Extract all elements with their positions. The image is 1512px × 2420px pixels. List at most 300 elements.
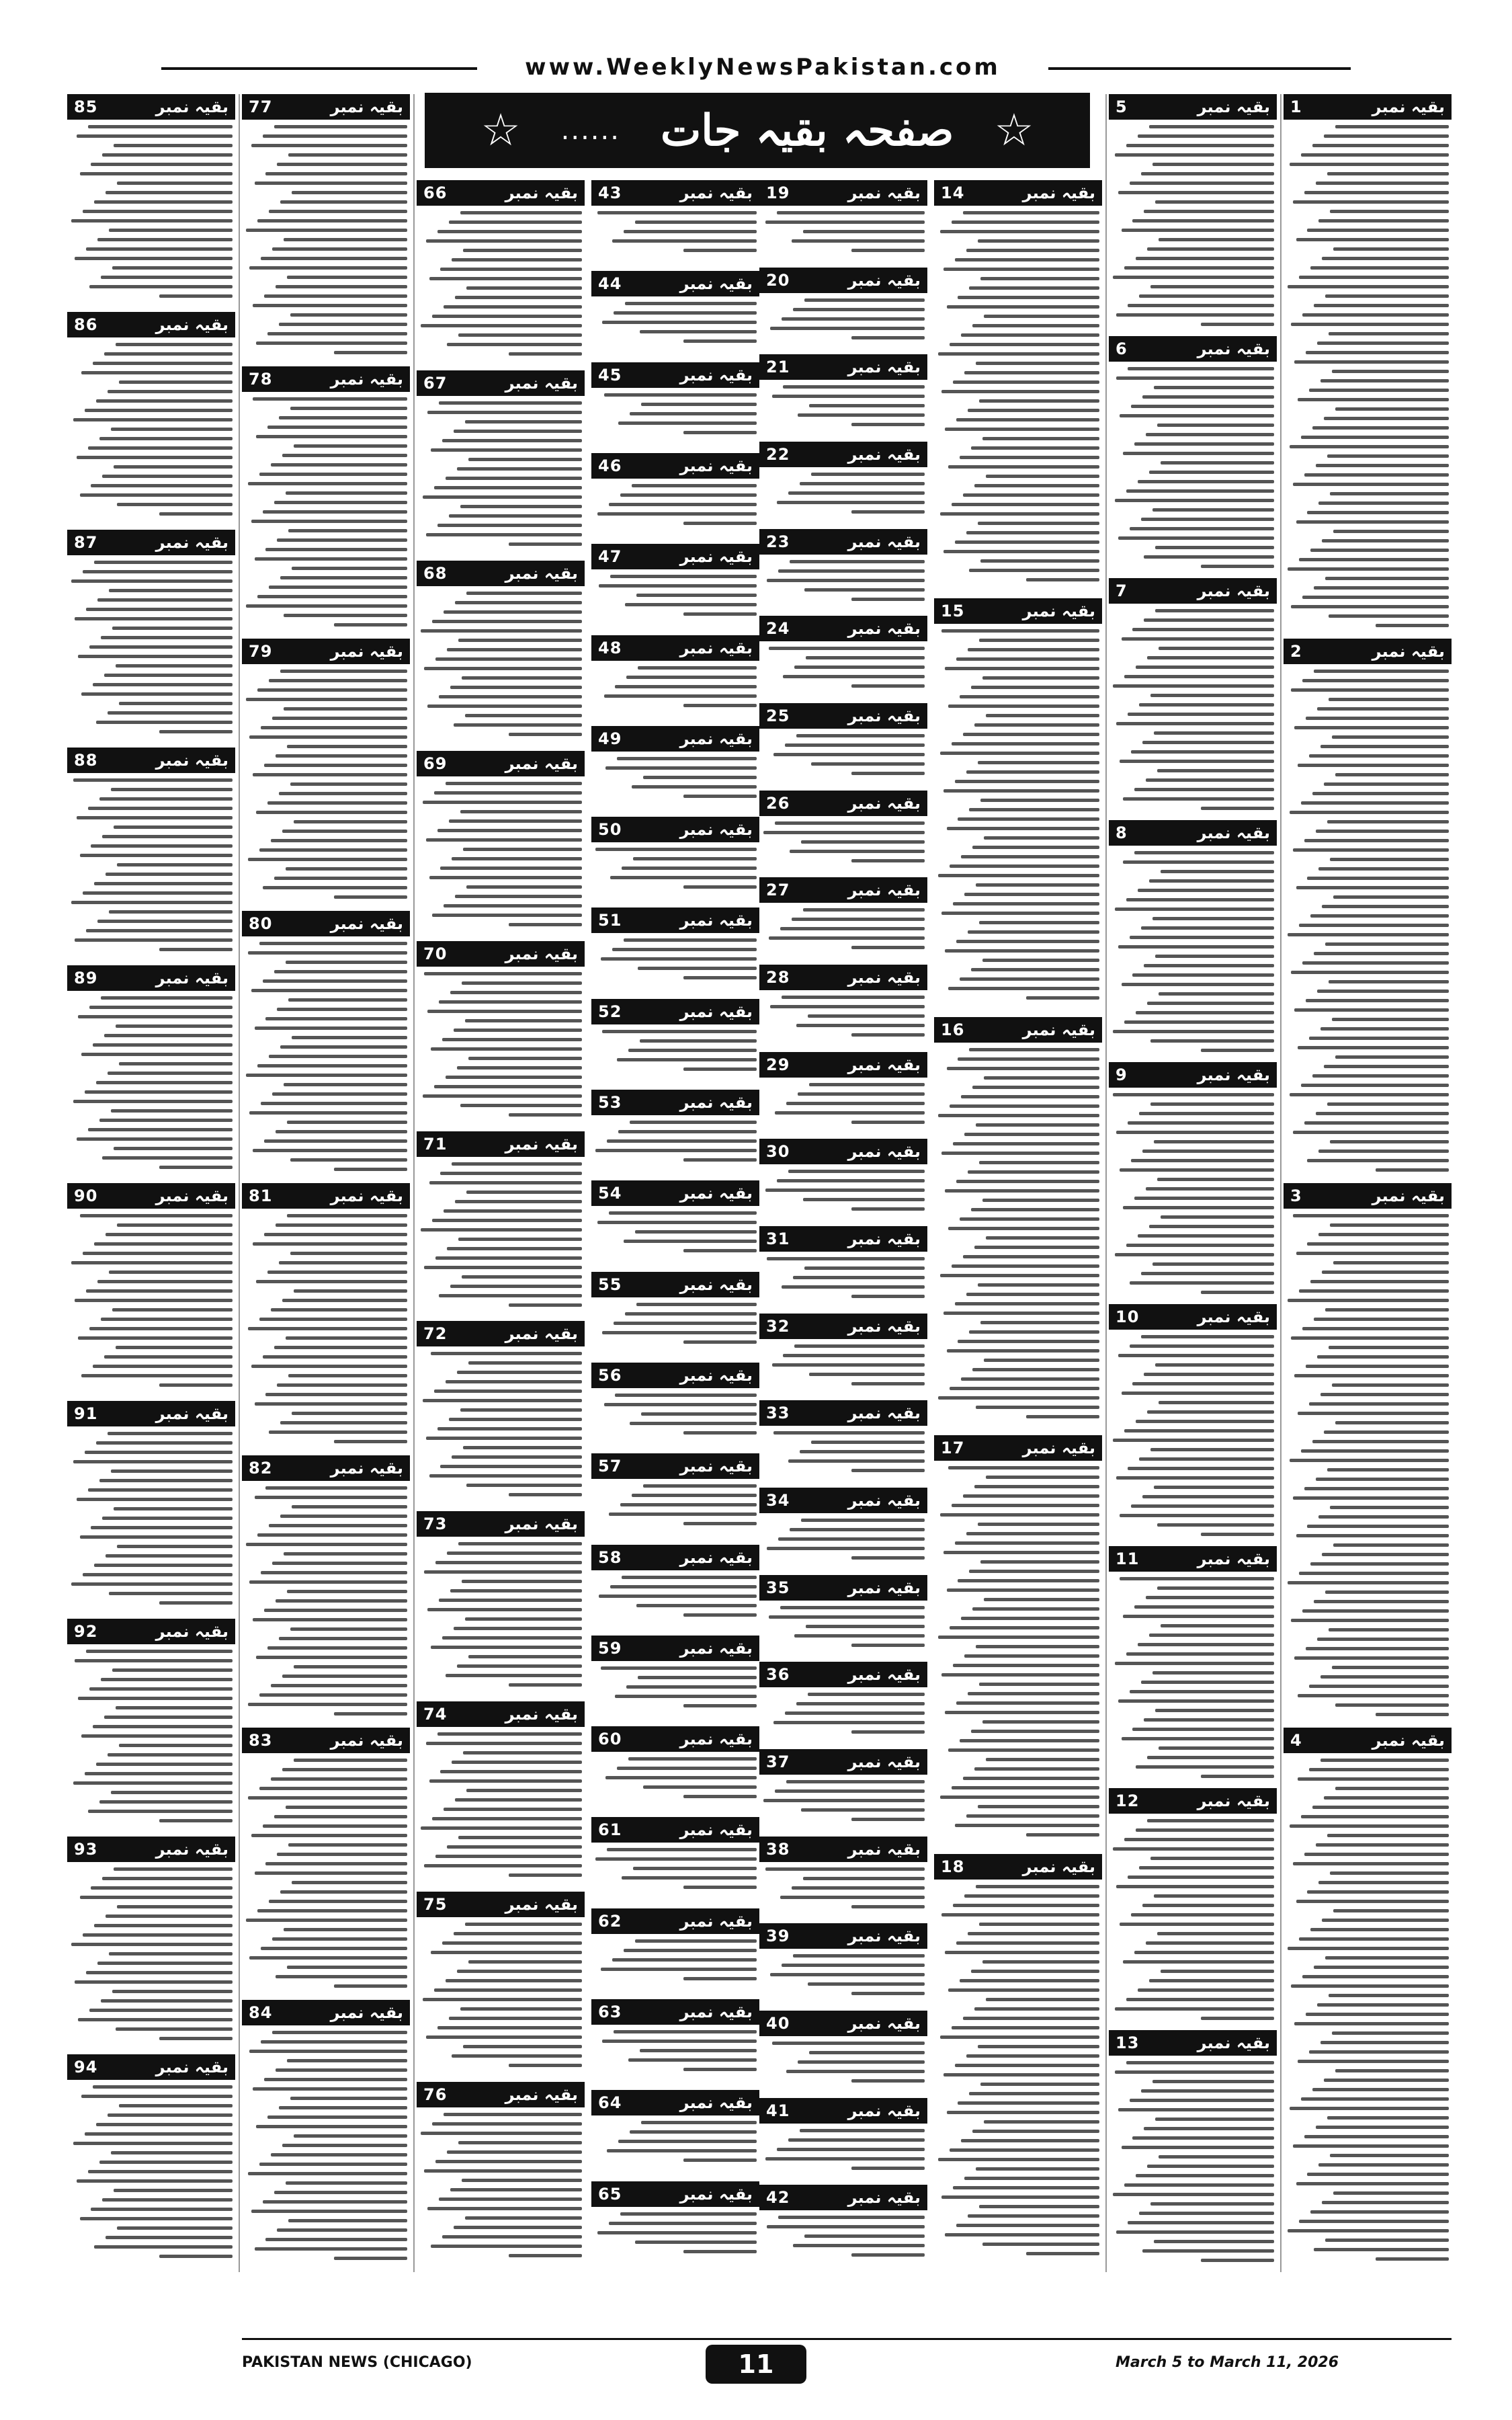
text-line [465, 1923, 582, 1926]
text-line [968, 1932, 1099, 1935]
text-line [1132, 1382, 1274, 1385]
article-text-block [419, 1542, 582, 1697]
text-line [1329, 980, 1449, 983]
text-line [1325, 294, 1449, 298]
text-line [269, 210, 407, 213]
text-line [272, 1562, 407, 1565]
text-line [1149, 1979, 1274, 1982]
text-line [1299, 2220, 1449, 2223]
text-line [620, 2212, 757, 2216]
text-line [261, 1571, 407, 1574]
text-line [960, 1979, 1099, 1982]
continued-label: بقیہ نمبر [847, 619, 921, 638]
continued-header [591, 999, 759, 1024]
text-line [1324, 1065, 1449, 1068]
text-line [446, 1979, 582, 1982]
text-line [287, 1590, 407, 1593]
continued-header [1284, 94, 1452, 120]
text-line [851, 1905, 925, 1908]
text-line [1122, 229, 1274, 232]
text-line [431, 1047, 582, 1051]
text-line [976, 362, 1099, 365]
text-line [851, 2253, 925, 2257]
text-line [777, 501, 925, 504]
continued-header [417, 751, 585, 776]
article-text-block [245, 1759, 407, 1996]
text-line [1290, 811, 1449, 814]
text-line [1304, 473, 1449, 477]
text-line [978, 1805, 1100, 1808]
text-line [429, 1779, 582, 1783]
text-line [269, 1524, 407, 1527]
text-line [641, 1412, 757, 1416]
text-line [1150, 285, 1274, 288]
text-line [116, 1706, 233, 1709]
text-line [1312, 1806, 1449, 1809]
text-line [1307, 1890, 1449, 1894]
continued-label: بقیہ نمبر [505, 1895, 578, 1914]
text-line [89, 1687, 233, 1691]
continued-number: 73 [423, 1515, 448, 1533]
text-line [97, 920, 233, 923]
text-line [972, 1086, 1099, 1089]
text-line [767, 579, 925, 582]
text-line [432, 1219, 582, 1222]
text-line [1298, 1694, 1449, 1697]
text-column [591, 180, 759, 2272]
text-line [803, 1198, 925, 1201]
text-line [1293, 1496, 1449, 1500]
text-line [468, 1057, 582, 1060]
text-line [955, 1541, 1099, 1545]
text-line [1310, 2210, 1449, 2214]
text-line [458, 2141, 582, 2144]
text-line [468, 458, 582, 461]
text-line [636, 594, 757, 597]
text-line [81, 2095, 233, 2098]
continued-label: بقیہ نمبر [1372, 642, 1445, 661]
text-line [424, 1570, 582, 1574]
text-line [1317, 1355, 1449, 1359]
text-line [246, 698, 407, 701]
continued-header [591, 1999, 759, 2025]
text-line [248, 951, 407, 955]
text-line [956, 940, 1099, 943]
text-line [955, 780, 1099, 783]
continued-label: بقیہ نمبر [155, 751, 228, 770]
text-line [78, 1015, 233, 1018]
text-line [793, 1276, 925, 1279]
text-line [75, 1299, 233, 1302]
article-text-block [594, 211, 757, 267]
text-line [974, 2007, 1099, 2011]
article-text-block [1111, 609, 1274, 816]
text-line [85, 1772, 233, 1775]
article-text-block [245, 125, 407, 362]
text-line [1124, 266, 1274, 270]
text-line [1310, 1928, 1449, 1931]
text-line [91, 1526, 233, 1529]
text-line [1290, 445, 1449, 448]
text-line [447, 1551, 582, 1555]
continued-header [759, 1662, 927, 1687]
text-line [960, 456, 1099, 459]
text-line [1302, 1975, 1449, 1978]
text-line [88, 446, 233, 450]
text-line [1155, 546, 1274, 549]
article-text-block [762, 298, 925, 351]
text-line [91, 1886, 233, 1890]
text-line [287, 276, 407, 279]
text-line [979, 921, 1099, 924]
text-line [938, 352, 1099, 356]
article-text-block [70, 2085, 233, 2268]
continued-header [1109, 94, 1277, 120]
continued-label: بقیہ نمبر [679, 2093, 753, 2112]
text-line [288, 1843, 407, 1847]
text-line [86, 247, 233, 251]
text-line [101, 1999, 233, 2003]
text-line [1118, 1699, 1274, 1703]
text-line [286, 1806, 408, 1809]
text-line [1330, 1140, 1449, 1143]
article-text-block [419, 211, 582, 366]
text-line [111, 788, 233, 791]
continued-header [417, 1892, 585, 1917]
text-line [96, 1441, 233, 1445]
text-line [449, 1418, 582, 1421]
text-line [263, 134, 407, 138]
column-divider [239, 94, 240, 2272]
text-line [1128, 2221, 1274, 2224]
text-line [597, 211, 757, 214]
text-line [286, 867, 408, 871]
text-line [801, 840, 925, 844]
text-line [88, 1810, 233, 1813]
text-line [943, 2073, 1099, 2076]
text-line [1298, 1777, 1449, 1781]
text-line [437, 230, 582, 233]
text-line [249, 1956, 407, 1960]
text-line [788, 491, 925, 495]
text-line [1324, 2079, 1449, 2082]
text-line [117, 503, 233, 506]
text-line [75, 257, 233, 260]
continued-number: 25 [766, 707, 790, 725]
continued-header [934, 598, 1102, 624]
article-text-block [419, 592, 582, 747]
text-line [788, 1170, 925, 1173]
text-line [1333, 895, 1449, 899]
text-line [101, 1318, 233, 1321]
text-line [1142, 1495, 1274, 1498]
text-line [102, 1156, 233, 1160]
continued-number: 39 [766, 1927, 790, 1945]
text-line [81, 692, 233, 696]
text-line [790, 1528, 925, 1531]
text-column [1109, 94, 1277, 2272]
text-line [246, 1074, 407, 1077]
continued-number: 66 [423, 184, 448, 202]
continued-label: بقیہ نمبر [505, 1135, 578, 1154]
text-line [1138, 1234, 1274, 1238]
text-line [282, 1299, 407, 1302]
continued-label: بقیہ نمبر [847, 358, 921, 376]
text-line [941, 1913, 1099, 1917]
text-line [271, 2153, 407, 2156]
text-line [1123, 452, 1274, 455]
text-line [1318, 1150, 1449, 1153]
text-line [960, 1217, 1099, 1221]
text-line [159, 2037, 233, 2040]
continued-number: 28 [766, 968, 790, 987]
website-url[interactable]: www.WeeklyNewsPakistan.com [525, 54, 1001, 81]
text-line [455, 1798, 582, 1802]
text-line [972, 1368, 1099, 1371]
text-line [610, 876, 757, 879]
text-line [612, 239, 757, 243]
text-line [960, 1739, 1099, 1742]
text-line [809, 1083, 925, 1086]
text-line [1299, 924, 1449, 927]
text-line [93, 1365, 233, 1368]
text-line [1201, 565, 1274, 568]
text-line [1154, 1140, 1274, 1143]
continued-number: 78 [249, 370, 273, 389]
continued-label: بقیہ نمبر [679, 1093, 753, 1112]
text-line [432, 2122, 582, 2126]
continued-number: 36 [766, 1665, 790, 1684]
text-line [99, 2161, 233, 2164]
text-line [633, 857, 757, 860]
text-line [1301, 1815, 1449, 1818]
continued-header [759, 2185, 927, 2210]
text-line [1144, 2127, 1274, 2130]
text-line [777, 2148, 925, 2151]
text-line [1332, 1383, 1449, 1387]
text-line [80, 854, 233, 857]
text-line [450, 991, 582, 994]
text-line [955, 540, 1099, 544]
text-line [765, 220, 925, 224]
continued-number: 27 [766, 881, 790, 899]
continued-label: بقیہ نمبر [847, 1840, 921, 1859]
text-line [1116, 1885, 1274, 1888]
text-line [595, 1149, 757, 1152]
text-line [609, 2222, 757, 2225]
text-line [75, 617, 233, 620]
text-line [1134, 788, 1274, 791]
text-line [94, 882, 233, 885]
article-text-block [594, 1666, 757, 1722]
text-line [1141, 518, 1274, 521]
text-line [1150, 2202, 1274, 2206]
continued-label: بقیہ نمبر [1022, 1857, 1095, 1876]
article-text-block [1286, 1214, 1449, 1724]
continued-number: 50 [598, 820, 622, 839]
text-line [1327, 172, 1450, 175]
text-line [1201, 1533, 1274, 1536]
text-line [81, 1053, 233, 1056]
text-line [462, 1580, 582, 1583]
article-text-block [594, 2121, 757, 2177]
continued-number: 56 [598, 1366, 622, 1385]
continued-number: 14 [941, 184, 965, 202]
text-line [1299, 558, 1449, 561]
text-line [431, 2245, 582, 2248]
text-line [1152, 917, 1275, 920]
text-line [609, 1211, 757, 1215]
text-line [803, 230, 925, 233]
text-line [263, 979, 407, 983]
text-line [248, 1796, 407, 1800]
text-line [1124, 675, 1274, 678]
text-line [1333, 1543, 1449, 1547]
continued-header [591, 1545, 759, 1570]
text-line [256, 1656, 407, 1659]
text-line [276, 754, 407, 758]
text-line [434, 1389, 582, 1393]
article-text-block [762, 2216, 925, 2268]
text-line [446, 477, 582, 480]
text-line [1290, 1093, 1449, 1096]
text-line [91, 844, 233, 848]
text-line [1333, 247, 1449, 251]
continued-number: 60 [598, 1730, 622, 1748]
text-line [1138, 480, 1274, 483]
text-line [968, 409, 1099, 412]
text-line [89, 1327, 233, 1330]
continued-header [759, 1314, 927, 1339]
text-line [1312, 792, 1449, 795]
text-line [800, 2129, 925, 2132]
text-line [455, 601, 582, 604]
text-line [1333, 2191, 1449, 2195]
article-text-block [594, 2212, 757, 2268]
article-text-block [762, 1780, 925, 1832]
text-line [71, 1582, 233, 1586]
text-line [1152, 1262, 1275, 1266]
text-line [463, 1751, 582, 1755]
text-line [1026, 1833, 1099, 1837]
text-line [1134, 442, 1274, 446]
text-line [263, 2200, 407, 2204]
text-line [261, 726, 407, 729]
text-line [1159, 1401, 1274, 1404]
text-line [793, 2244, 925, 2247]
text-line [1291, 1336, 1449, 1340]
text-line [116, 2027, 233, 2031]
text-line [945, 2233, 1099, 2236]
article-text-block [419, 1923, 582, 2078]
text-line [1141, 172, 1274, 175]
continued-label: بقیہ نمبر [847, 2101, 921, 2120]
continued-label: بقیہ نمبر [505, 2085, 578, 2104]
text-line [334, 623, 407, 627]
continued-header [759, 180, 927, 206]
text-line [106, 1914, 233, 1918]
text-line [248, 2172, 407, 2175]
continued-label: بقیہ نمبر [1022, 184, 1095, 202]
text-line [963, 1255, 1099, 1258]
text-line [1130, 182, 1274, 185]
text-line [1144, 555, 1274, 559]
continued-number: 80 [249, 914, 273, 933]
text-line [597, 2231, 757, 2234]
text-line [99, 437, 233, 440]
continued-number: 48 [598, 639, 622, 657]
continued-number: 49 [598, 729, 622, 748]
continued-label: بقیہ نمبر [1197, 1065, 1270, 1084]
text-line [269, 1430, 407, 1434]
continued-label: بقیہ نمبر [679, 1639, 753, 1658]
text-line [1296, 1900, 1449, 1903]
text-line [1314, 586, 1449, 590]
continued-header [1109, 578, 1277, 604]
continued-label: بقیہ نمبر [1197, 1307, 1270, 1326]
text-line [83, 891, 233, 895]
text-line [286, 1336, 408, 1340]
text-line [460, 2007, 583, 2011]
text-line [1149, 471, 1274, 474]
continued-header [242, 911, 410, 936]
text-line [800, 1450, 925, 1453]
text-line [785, 743, 925, 747]
text-line [778, 1537, 925, 1541]
text-line [334, 1168, 407, 1171]
text-line [1318, 2163, 1449, 2167]
article-text-block [594, 848, 757, 903]
text-line [334, 2257, 407, 2260]
text-line [643, 1484, 757, 1488]
text-line [964, 893, 1099, 896]
text-line [108, 1753, 233, 1757]
text-line [1116, 2230, 1274, 2234]
text-line [1026, 1415, 1099, 1418]
text-line [953, 1664, 1099, 1667]
text-line [424, 1266, 582, 1269]
text-line [1149, 879, 1274, 883]
continued-label: بقیہ نمبر [679, 1912, 753, 1931]
continued-header [591, 453, 759, 479]
top-rule-left [161, 67, 477, 70]
continued-label: بقیہ نمبر [679, 1548, 753, 1567]
text-line [269, 1055, 407, 1058]
text-line [1316, 2126, 1449, 2129]
text-line [1157, 769, 1274, 772]
text-line [851, 2167, 925, 2170]
text-line [460, 1104, 583, 1107]
text-line [683, 1886, 757, 1889]
text-line [1329, 614, 1449, 618]
continued-label: بقیہ نمبر [505, 754, 578, 773]
text-line [1301, 436, 1449, 439]
text-line [1314, 1318, 1449, 1321]
text-line [604, 393, 757, 397]
text-line [447, 1247, 582, 1250]
text-line [765, 1188, 925, 1192]
text-line [851, 859, 925, 862]
text-line [73, 1460, 233, 1463]
text-line [271, 1777, 407, 1781]
text-line [964, 1894, 1099, 1898]
text-line [114, 144, 233, 147]
text-line [102, 1877, 233, 1880]
continued-header [591, 1180, 759, 1206]
text-line [614, 311, 757, 315]
text-line [1314, 304, 1449, 307]
text-line [620, 1503, 757, 1506]
